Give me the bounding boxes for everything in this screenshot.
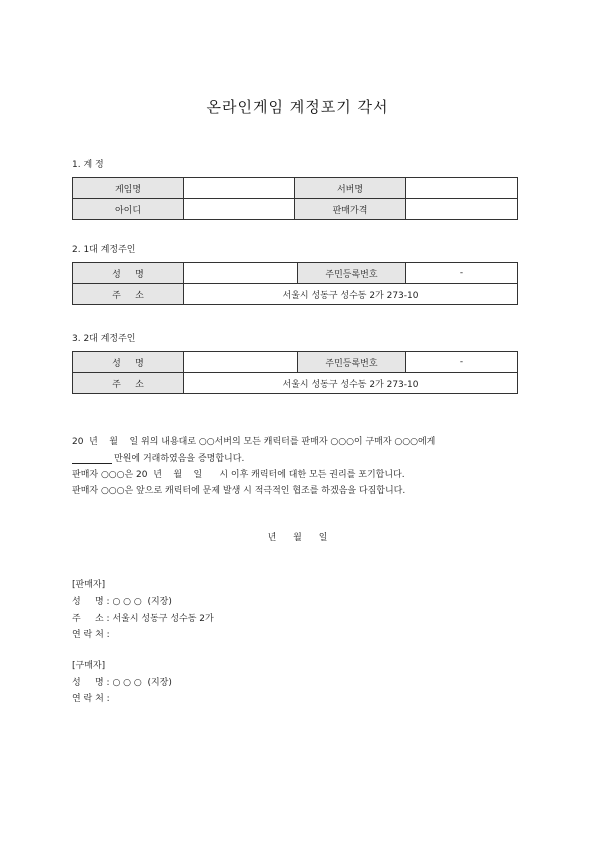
game-name-label: 게임명: [73, 178, 184, 199]
owner1-rrn-field[interactable]: -: [406, 263, 518, 284]
owner2-rrn-field[interactable]: -: [406, 352, 518, 373]
table-row: [73, 284, 518, 305]
amount-blank[interactable]: [72, 454, 112, 464]
second-owner-table: [72, 351, 518, 394]
buyer-heading: [구매자]: [72, 661, 106, 671]
owner2-name-field[interactable]: [184, 352, 298, 373]
statement-line-3: 판매자 ○○○은 20 년 월 일 시 이후 캐릭터에 대한 모든 권리를 포기합니다.: [72, 470, 405, 480]
table-row: [73, 199, 518, 220]
section-2-heading: 2. 1대 계정주인: [72, 245, 136, 255]
table-row: [73, 352, 518, 373]
owner2-name-label: 성 명: [73, 352, 184, 373]
seller-heading: [판매자]: [72, 580, 106, 590]
game-name-field[interactable]: [184, 178, 295, 199]
owner2-address-field[interactable]: 서울시 성동구 성수동 2가 273-10: [184, 373, 518, 394]
section-1-heading: 1. 계 정: [72, 160, 104, 170]
seller-name: 성 명 : ○ ○ ○ (지장): [72, 597, 172, 607]
buyer-name: 성 명 : ○ ○ ○ (지장): [72, 678, 172, 688]
owner1-name-label: 성 명: [73, 263, 184, 284]
statement-line-4: 판매자 ○○○은 앞으로 캐릭터에 문제 발생 시 적극적인 협조를 하겠음을 다짐합니다.: [72, 486, 406, 496]
section-3-heading: 3. 2대 계정주인: [72, 334, 136, 344]
signature-date: 년 월 일: [267, 533, 328, 543]
table-row: [73, 178, 518, 199]
first-owner-table: [72, 262, 518, 305]
owner1-rrn-label: 주민등록번호: [298, 263, 406, 284]
server-name-field[interactable]: [406, 178, 518, 199]
table-row: [73, 373, 518, 394]
owner1-address-label: 주 소: [73, 284, 184, 305]
statement-line-2-text: 만원에 거래하였음을 증명합니다.: [114, 454, 245, 464]
statement-line-2: [72, 451, 244, 464]
user-id-label: 아이디: [73, 199, 184, 220]
owner2-rrn-label: 주민등록번호: [298, 352, 406, 373]
seller-address: 주 소 : 서울시 성동구 성수동 2가: [72, 614, 214, 624]
user-id-field[interactable]: [184, 199, 295, 220]
sale-price-field[interactable]: [406, 199, 518, 220]
table-row: [73, 263, 518, 284]
seller-contact: 연 락 처 :: [72, 630, 110, 640]
account-table: [72, 177, 518, 220]
owner2-address-label: 주 소: [73, 373, 184, 394]
sale-price-label: 판매가격: [295, 199, 406, 220]
buyer-contact: 연 락 처 :: [72, 694, 110, 704]
owner1-address-field[interactable]: 서울시 성동구 성수동 2가 273-10: [184, 284, 518, 305]
owner1-name-field[interactable]: [184, 263, 298, 284]
statement-line-1: 20 년 월 일 위의 내용대로 ○○서버의 모든 캐릭터를 판매자 ○○○이 구매자 ○○○에게: [72, 437, 436, 447]
document-title: 온라인게임 계정포기 각서: [206, 98, 389, 116]
server-name-label: 서버명: [295, 178, 406, 199]
